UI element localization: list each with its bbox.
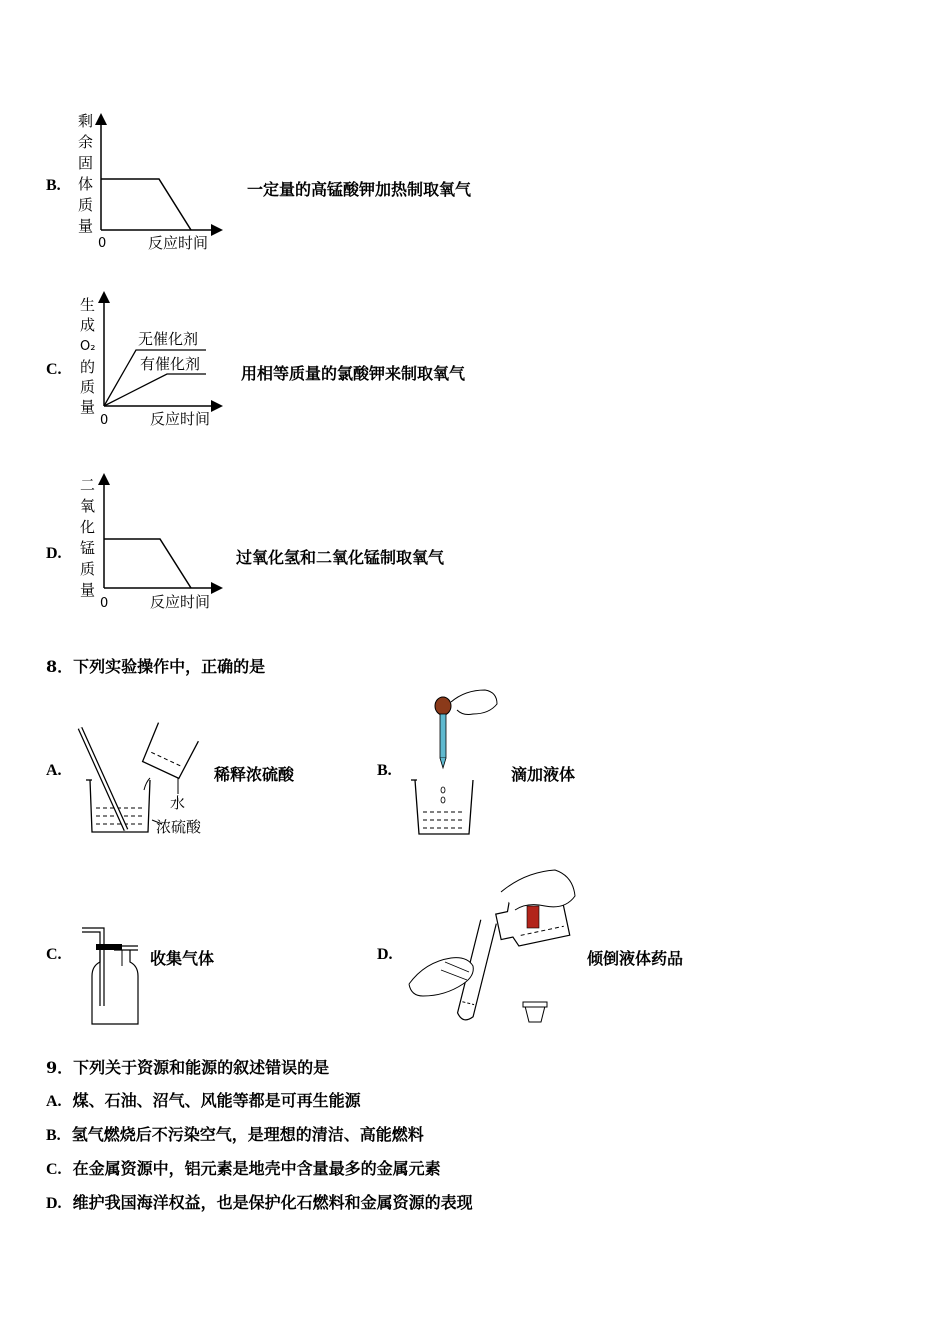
q8-option-b-caption: 滴加液体 [511,765,576,784]
hand [451,690,497,715]
q9-option-d [46,1190,473,1213]
mass-curve [101,179,191,230]
q9-option-c-text: 在金属资源中，铝元素是地壳中含量最多的金属元素 [72,1159,441,1178]
origin-label: 0 [100,596,109,611]
q7-option-b-graph [72,108,232,258]
y-label-char: O₂ [80,339,96,354]
q7-option-b-letter: B. [46,177,61,194]
q7-option-c-caption: 用相等质量的氯酸钾来制取氧气 [241,364,466,383]
q7-option-c-letter: C. [46,361,62,378]
q8-option-d-letter: D. [377,946,393,963]
q9-stem: 9．下列关于资源和能源的叙述错误的是 [46,1058,330,1077]
dropper-bulb [435,697,451,715]
q9-option-b-letter: B. [46,1127,61,1144]
y-label-char: 成 [80,316,96,334]
y-label-char: 生 [80,296,96,314]
q8-option-c-diagram [76,922,146,1028]
pouring-hand [501,870,575,910]
x-axis-label: 反应时间 [150,410,211,428]
q9-option-a-text: 煤、石油、沼气、风能等都是可再生能源 [72,1091,361,1110]
y-label-char: 量 [78,217,94,235]
y-label-char: 体 [78,175,94,193]
y-label-char: 质 [78,196,94,214]
y-label-char: 的 [80,358,96,376]
q9-option-b-text: 氢气燃烧后不污染空气，是理想的清洁、高能燃料 [71,1125,424,1144]
q8-option-b-diagram [405,684,505,840]
q8-option-b-letter: B. [377,762,392,779]
catalyst-label: 有催化剂 [140,355,201,373]
q9-option-d-letter: D. [46,1195,62,1212]
label [527,906,539,928]
y-label-char: 锰 [80,539,96,557]
x-axis-label: 反应时间 [148,234,209,252]
pouring-beaker [141,723,199,780]
q9-option-a-letter: A. [46,1093,62,1110]
q8-option-a-caption: 稀释浓硫酸 [214,765,295,784]
y-label-char: 固 [78,154,94,172]
q7-option-b-caption: 一定量的高锰酸钾加热制取氧气 [247,180,472,199]
mno2-curve [104,539,191,588]
q9-option-d-text: 维护我国海洋权益，也是保护化石燃料和金属资源的表现 [72,1193,473,1212]
q8-option-d-diagram [405,866,580,1032]
y-label-char: 化 [80,518,96,536]
q7-option-d-graph [72,470,232,616]
q8-option-c-letter: C. [46,946,62,963]
q9-option-c [46,1156,441,1179]
q9-option-b [46,1122,424,1145]
q8-option-c-caption: 收集气体 [150,949,215,968]
q8-option-a-diagram [70,720,220,842]
q7-option-c-graph [72,288,232,434]
stopper [96,944,122,950]
y-label-char: 余 [78,133,94,151]
y-label-char: 质 [80,560,96,578]
dropper-tube [440,714,446,758]
drop [441,787,445,793]
q7-option-d-letter: D. [46,545,62,562]
beaker [415,780,473,834]
water-label: 水 [170,794,186,812]
y-label-char: 量 [80,398,96,416]
q8-option-a-letter: A. [46,762,62,779]
gas-bottle [92,950,138,1024]
q8-option-d-caption: 倾倒液体药品 [587,949,684,968]
q9-option-c-letter: C. [46,1161,62,1178]
y-label-char: 二 [80,476,96,494]
y-label-char: 氧 [80,497,96,515]
y-label-char: 质 [80,378,96,396]
origin-label: 0 [100,413,109,428]
y-label-char: 量 [80,581,96,599]
inlet-tube [82,928,104,1006]
x-axis-label: 反应时间 [150,593,211,611]
origin-label: 0 [98,236,107,251]
no-catalyst-label: 无催化剂 [138,330,199,348]
y-label-char: 剩 [78,112,94,130]
q7-option-d-caption: 过氧化氢和二氧化锰制取氧气 [236,548,445,567]
bottle-stopper [525,1006,545,1022]
acid-label: 浓硫酸 [156,818,202,836]
q9-option-a [46,1088,361,1111]
q8-stem: 8．下列实验操作中，正确的是 [46,657,266,676]
